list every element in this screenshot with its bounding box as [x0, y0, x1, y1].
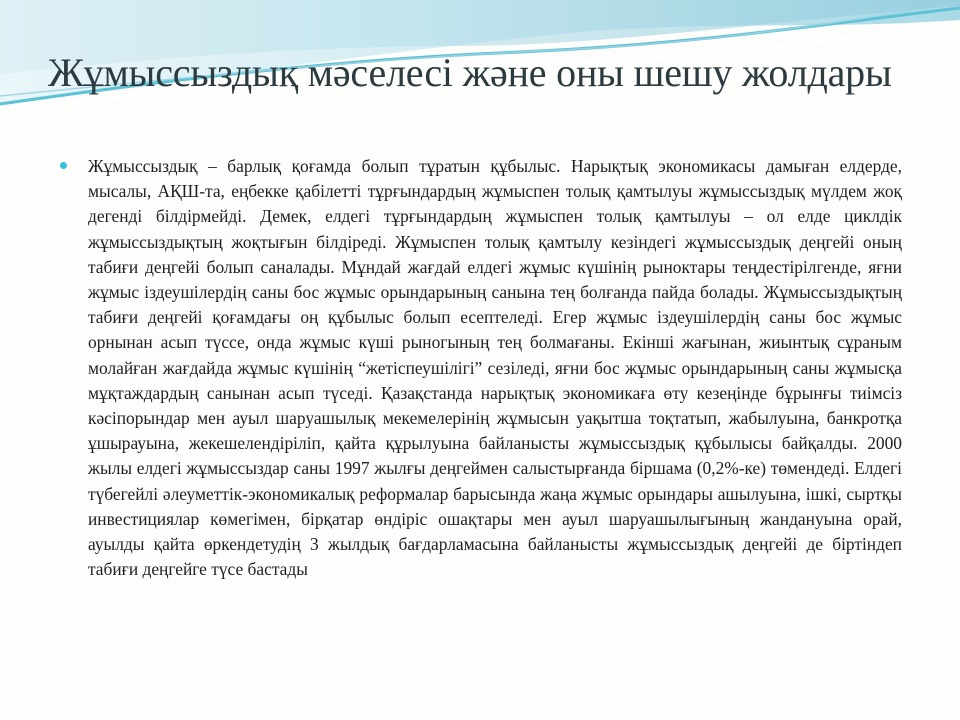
slide-title: Жұмыссыздық мәселесі және оны шешу жолдары — [48, 50, 892, 95]
body-paragraph: Жұмыссыздық – барлық қоғамда болып тұратын құбылыс. Нарықтық экономикасы дамыған елдерде, мысалы, АҚШ-та, еңбекке қабілетті тұрғындардың жұмыспен толық қамтылуы жұмыссыздық мүлдем жоқ дегенді білдірмейді. Демек, елдегі тұрғындардың жұмыспен толық қамтылуы – ол елде циклдік жұмыссыздықтың жоқтығын білдіреді. Жұмыспен толық қамтылу кезіндегі жұмыссыздық деңгейі оның табиғи деңгейі болып саналады. Мұндай жағдай елдегі жұмыс күшінің рыноктары теңдестірілгенде, яғни жұмыс іздеушілердің саны бос жұмыс орындарының санына тең болғанда пайда болады. Жұмыссыздықтың табиғи деңгейі қоғамдағы оң құбылыс болып есептеледі. Егер жұмыс іздеушілердің саны бос жұмыс орнынан асып түссе, онда жұмыс күші рыногының тең болмағаны. Екінші жағынан, жиынтық сұраным молайған жағдайда жұмыс күшінің “жетіспеушілігі” сезіледі, яғни бос жұмыс орындарының саны жұмысқа мұқтаждардың санынан асып түседі. Қазақстанда нарықтық экономикаға өту кезеңінде бұрынғы тиімсіз кәсіпорындар мен ауыл шаруашылық мекемелерінің жұмысын уақытша тоқтатып, жабылуына, банкротқа ұшырауына, жекешелендіріліп, қайта құрылуына байланысты жұмыссыздық құбылысы байқалды. 2000 жылы елдегі жұмыссыздар саны 1997 жылғы деңгеймен салыстырғанда біршама (0,2%-ке) төмендеді. Елдегі түбегейлі әлеуметтік-экономикалық реформалар барысында жаңа жұмыс орындары ашылуына, ішкі, сыртқы инвестициялар көмегімен, бірқатар өндіріс ошақтары мен ауыл шаруашылығының жандануына орай, ауылды қайта өркендетудің 3 жылдық бағдарламасына байланысты жұмыссыздық деңгейі де біртіндеп табиғи деңгейге түсе бастады — [88, 156, 902, 580]
bullet-icon — [60, 162, 67, 169]
slide-content — [62, 154, 902, 582]
